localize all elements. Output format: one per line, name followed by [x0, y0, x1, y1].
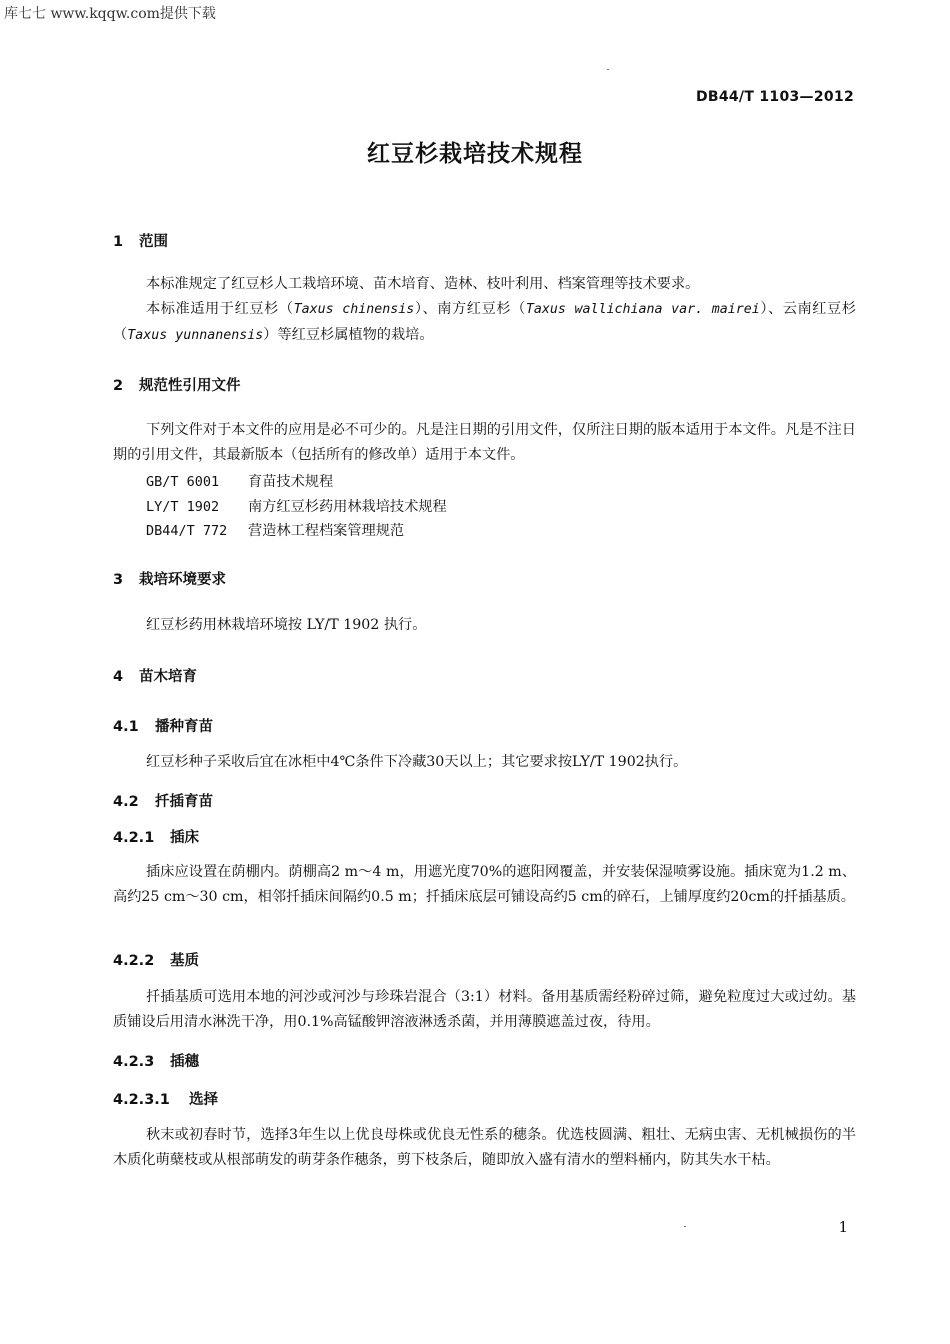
heading-text: 插床: [170, 830, 199, 846]
heading-number: 2: [113, 378, 124, 394]
document-title: 红豆杉栽培技术规程: [367, 141, 583, 167]
heading-text: 规范性引用文件: [139, 378, 241, 394]
reference-code: LY/T 1902: [146, 499, 220, 515]
document-code: DB44/T 1103—2012: [695, 89, 854, 105]
text-run: ）、南方红豆杉（: [414, 301, 526, 317]
scientific-name: Taxus yunnanensis: [127, 327, 264, 343]
heading-number: 4.2: [113, 794, 139, 810]
paragraph-cutting-bed: [113, 860, 856, 909]
paragraph-seeding: [113, 750, 856, 775]
reference-title: 南方红豆杉药用林栽培技术规程: [248, 499, 447, 515]
heading-number: 4.2.1: [113, 830, 155, 846]
text-run: ）等红豆杉属植物的栽培。: [263, 326, 434, 343]
heading-text: 扦插育苗: [155, 794, 213, 810]
watermark: 库七七 www.kqqw.com提供下载: [4, 6, 216, 22]
scan-speck: [607, 69, 609, 70]
paragraph-scope-2: [113, 297, 856, 348]
heading-text: 栽培环境要求: [139, 572, 226, 588]
reference-item: [146, 496, 447, 516]
paragraph-substrate: [113, 985, 856, 1034]
reference-item: [146, 520, 404, 540]
heading-section-4-2-3: [113, 1050, 199, 1071]
text-run: 本标准适用于红豆杉（: [146, 301, 294, 317]
paragraph-normative-refs: [113, 418, 856, 467]
heading-section-4-2-1: [113, 826, 199, 847]
heading-text: 范围: [139, 234, 168, 250]
heading-number: 4: [113, 669, 124, 685]
heading-text: 苗木培育: [139, 669, 197, 685]
reference-title: 营造林工程档案管理规范: [248, 523, 405, 539]
heading-section-4-1: [113, 715, 213, 736]
heading-section-2: [113, 374, 241, 395]
heading-section-4-2-3-1: [113, 1088, 218, 1109]
heading-number: 1: [113, 234, 124, 250]
paragraph-environment: [113, 613, 856, 638]
scientific-name: Taxus wallichiana var. mairei: [525, 302, 760, 317]
reference-code: DB44/T 772: [146, 523, 228, 539]
heading-text: 选择: [189, 1092, 218, 1108]
heading-section-3: [113, 568, 226, 589]
heading-text: 播种育苗: [155, 719, 213, 735]
heading-section-4-2-2: [113, 949, 199, 970]
heading-number: 4.2.2: [113, 953, 155, 969]
paragraph-text: 本标准规定了红豆杉人工栽培环境、苗木培育、造林、枝叶利用、档案管理等技术要求。: [146, 276, 700, 292]
scientific-name: Taxus chinensis: [293, 302, 415, 317]
paragraph-text: [113, 297, 856, 348]
heading-section-4: [113, 665, 197, 686]
page-number: 1: [838, 1218, 848, 1236]
paragraph-text: 红豆杉种子采收后宜在冰柜中4℃条件下冷藏30天以上；其它要求按LY/T 1902执行。: [146, 754, 688, 770]
heading-number: 4.2.3.1: [113, 1092, 170, 1108]
paragraph-text: 秋末或初春时节，选择3年生以上优良母株或优良无性系的穗条。优选枝圆满、粗壮、无病虫害、无机械损伤的半木质化萌蘖枝或从根部萌发的萌芽条作穗条，剪下枝条后，随即放入盛有清水的塑料桶内，防其失水干枯。: [113, 1127, 856, 1168]
paragraph-text: 红豆杉药用林栽培环境按 LY/T 1902 执行。: [146, 617, 427, 633]
heading-text: 插穗: [170, 1054, 199, 1070]
heading-number: 3: [113, 572, 124, 588]
paragraph-text: 扦插基质可选用本地的河沙或河沙与珍珠岩混合（3:1）材料。备用基质需经粉碎过筛，避免粒度过大或过幼。基质铺设后用清水淋洗干净，用0.1%高锰酸钾溶液淋透杀菌，并用薄膜遮盖过夜，待用。: [113, 989, 856, 1030]
paragraph-scope-1: [113, 272, 856, 297]
heading-number: 4.2.3: [113, 1054, 155, 1070]
paragraph-text: 下列文件对于本文件的应用是必不可少的。凡是注日期的引用文件，仅所注日期的版本适用于本文件。凡是不注日期的引用文件，其最新版本（包括所有的修改单）适用于本文件。: [113, 422, 856, 463]
scan-speck: [684, 1226, 686, 1227]
paragraph-text: 插床应设置在荫棚内。荫棚高2 m～4 m，用遮光度70%的遮阳网覆盖，并安装保湿喷雾设施。插床宽为1.2 m、高约25 cm～30 cm，相邻扦插床间隔约0.5 m；扦插床底层可铺设高约5 cm的碎石，上铺厚度约20cm的扦插基质。: [113, 864, 856, 905]
heading-text: 基质: [170, 953, 199, 969]
heading-number: 4.1: [113, 719, 139, 735]
reference-title: 育苗技术规程: [248, 474, 334, 490]
heading-section-4-2: [113, 790, 213, 811]
reference-item: [146, 471, 333, 491]
text-run: ）、云南红豆杉（: [113, 301, 856, 343]
paragraph-selection: [113, 1123, 856, 1172]
reference-code: GB/T 6001: [146, 474, 220, 490]
heading-section-1: [113, 230, 168, 251]
